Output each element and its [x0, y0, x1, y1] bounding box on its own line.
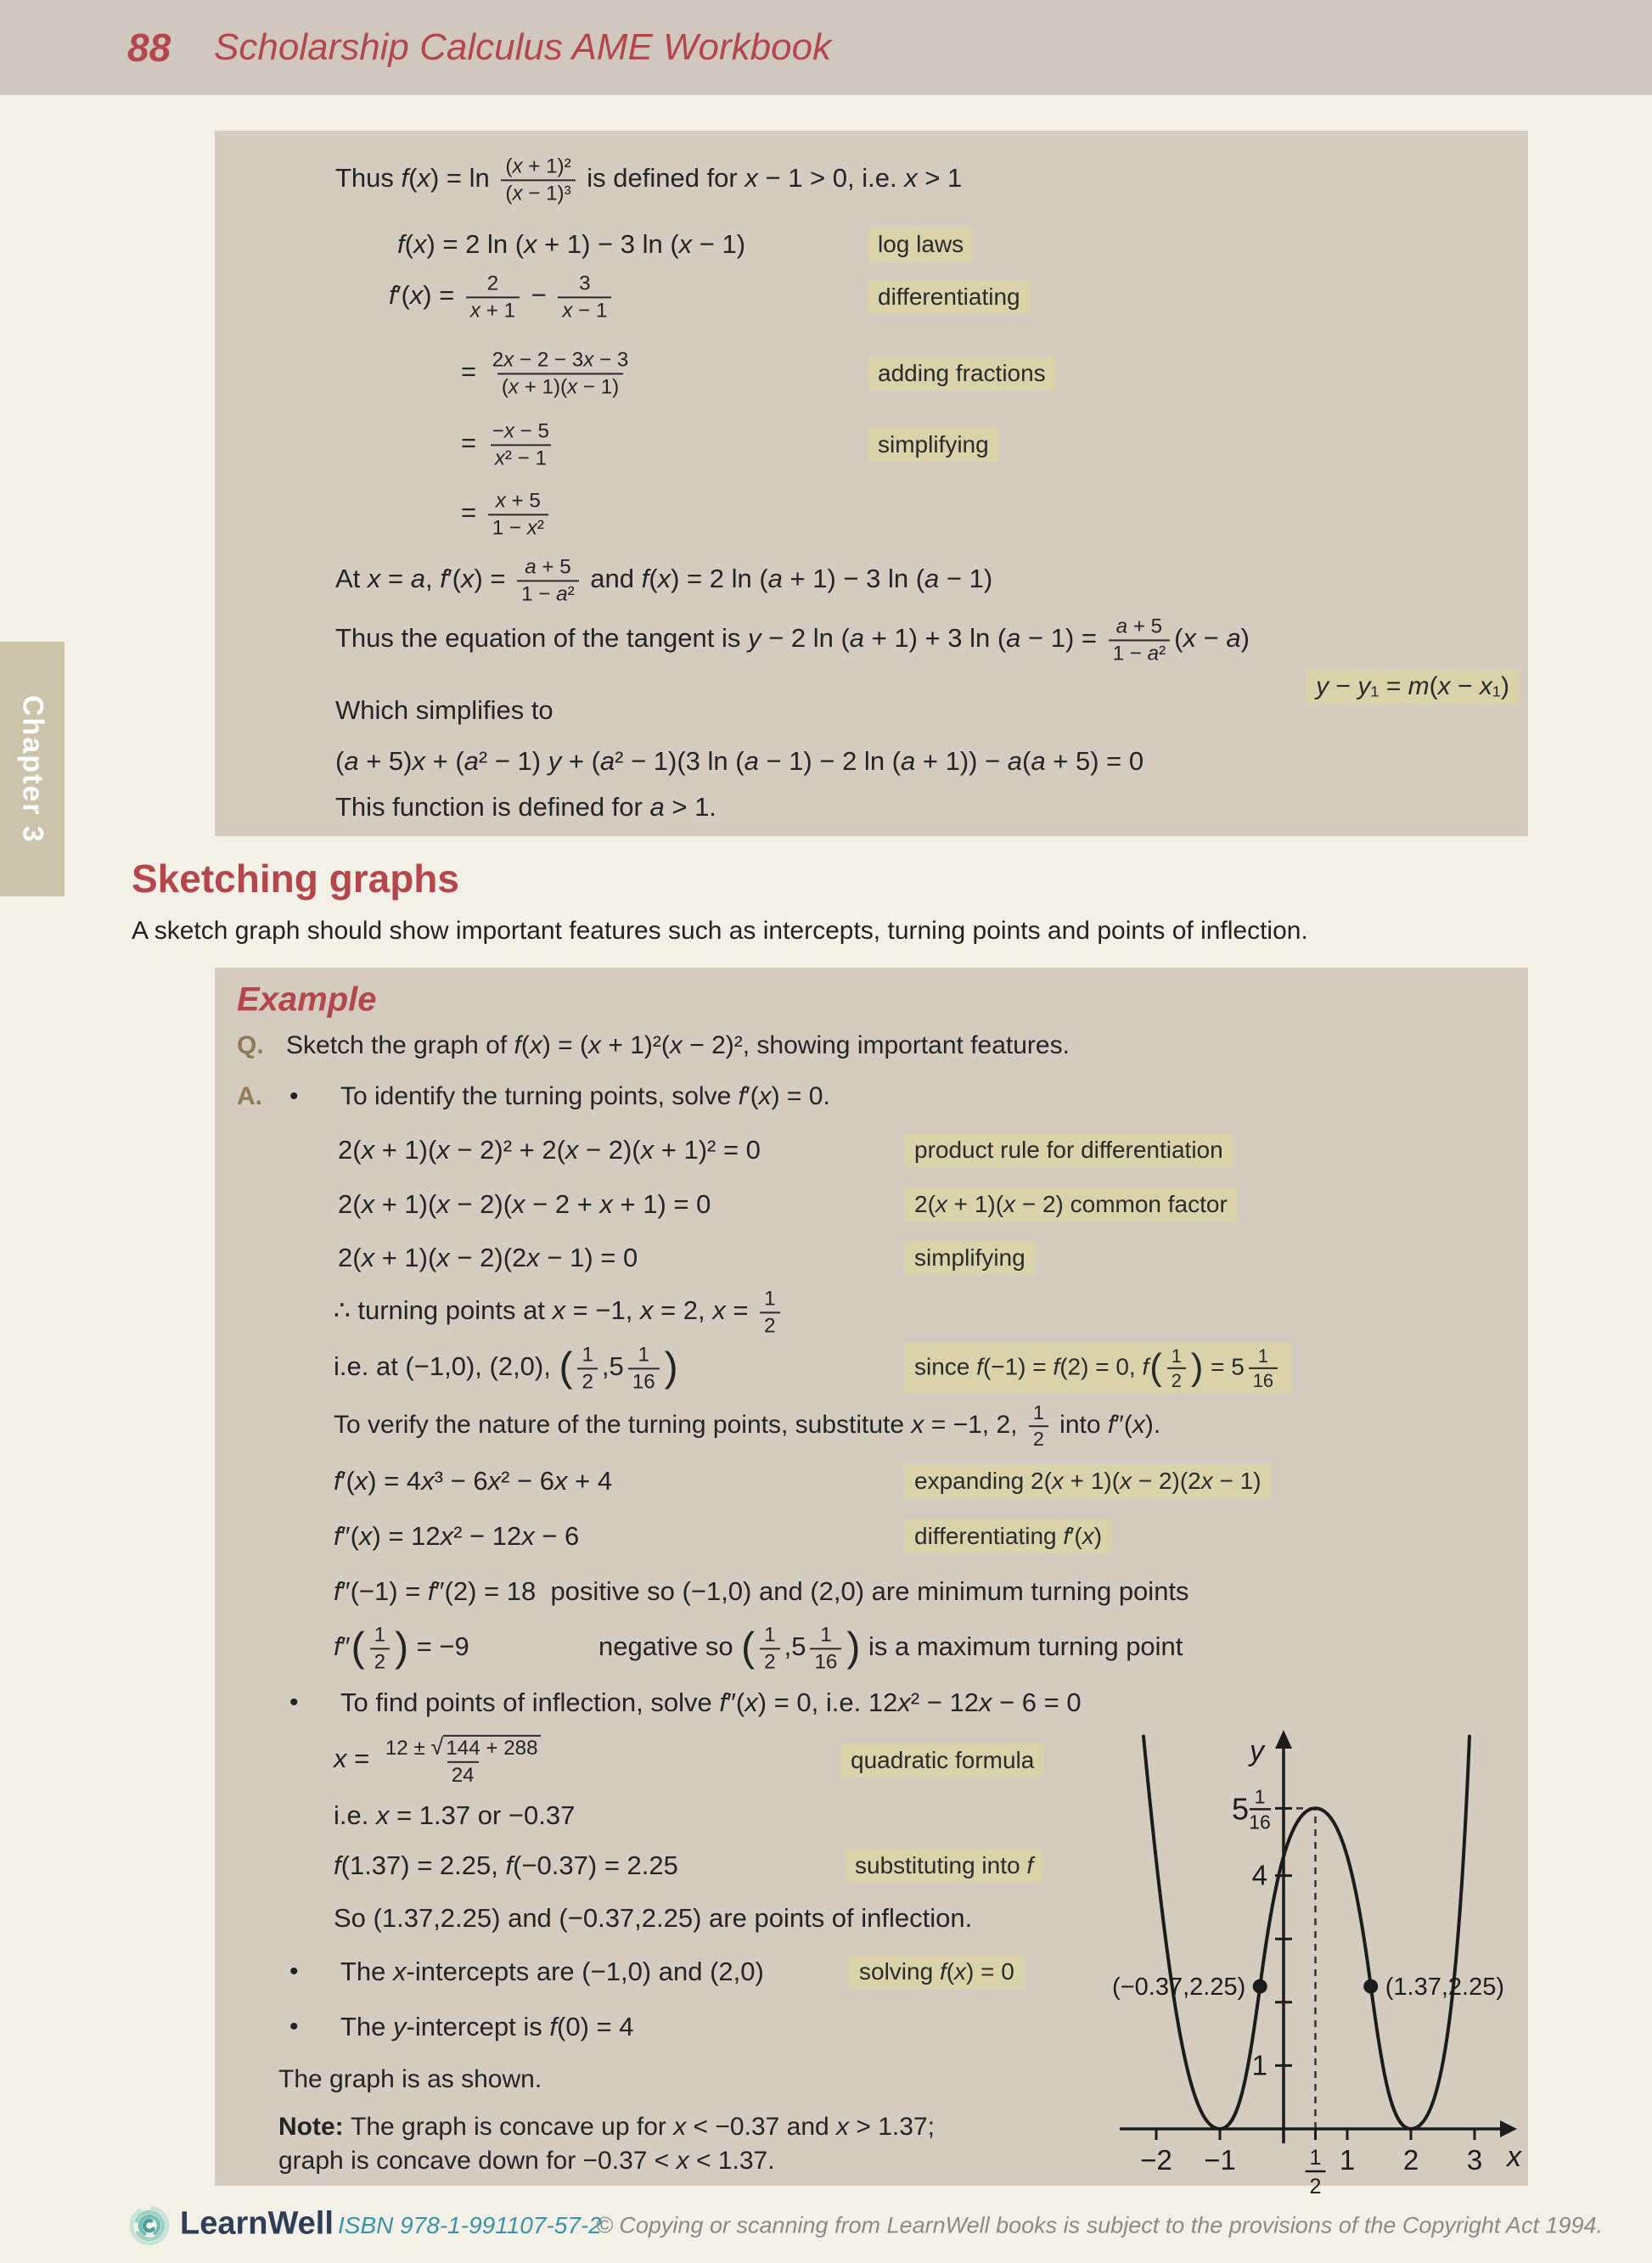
math-line: f″( $\frac{1}{2}$ ) = −9 — [334, 1623, 469, 1673]
bullet-icon: • — [289, 1688, 299, 1716]
concavity-note: graph is concave down for −0.37 < x < 1.37. — [278, 2147, 775, 2175]
annotation-note: 2(x + 1)(x − 2) common factor — [904, 1188, 1238, 1221]
math-line: 2(x + 1)(x − 2)(x − 2 + x + 1) = 0 — [338, 1189, 711, 1219]
answer-label: A. — [237, 1082, 262, 1110]
svg-text:y: y — [1250, 1735, 1264, 1767]
answer-text: To identify the turning points, solve f′(x) = 0. — [340, 1082, 830, 1110]
concavity-note: Note: The graph is concave up for x < −0.37 and x > 1.37; — [278, 2113, 935, 2141]
annotation-note: quadratic formula — [840, 1744, 1044, 1777]
math-line: = $\frac{2x - 2 - 3x - 3}{(x + 1)(x - 1)}$ — [461, 348, 629, 398]
section-heading: Sketching graphs — [132, 856, 459, 901]
point-slope-note: y − y₁ = m(x − x₁) — [1306, 669, 1520, 705]
annotation-note: adding fractions — [868, 357, 1056, 390]
book-title: Scholarship Calculus AME Workbook — [214, 26, 832, 68]
math-line: f″(x) = 12x² − 12x − 6 — [334, 1521, 580, 1551]
math-line: x = $\frac{12 \pm √ 144 + 288}{24}$ — [334, 1735, 549, 1786]
example-box — [215, 968, 1528, 2198]
math-line: So (1.37,2.25) and (−0.37,2.25) are points of inflection. — [334, 1903, 973, 1933]
math-line: The y-intercept is f(0) = 4 — [340, 2012, 634, 2041]
annotation-note: since f(−1) = f(2) = 0, f( $\frac{1}{2}$ ) = 5 $\frac{1}{16}$ — [904, 1343, 1292, 1394]
text-line: To verify the nature of the turning points, substitute x = −1, 2, $\frac{1}{2}$ into f″(x). — [334, 1401, 1161, 1450]
svg-text:4: 4 — [1251, 1859, 1267, 1891]
page-number: 88 — [127, 25, 171, 70]
brand-name: LearnWell — [180, 2205, 334, 2242]
bullet-icon: • — [289, 1082, 299, 1110]
page-footer — [0, 2198, 1652, 2263]
math-line: At x = a, f′(x) = $\frac{a + 5}{\text{1 − a²}}$ and f(x) = 2 ln (a + 1) − 3 ln (a − 1) — [335, 555, 993, 605]
annotation-note: expanding 2(x + 1)(x − 2)(2x − 1) — [904, 1464, 1272, 1498]
question-text: Sketch the graph of f(x) = (x + 1)²(x − 2)², showing important features. — [286, 1031, 1070, 1059]
math-line: Thus the equation of the tangent is y − 2 ln (a + 1) + 3 ln (a − 1) = $\frac{a + 5}{\text{1 − a²}}$ (x − a) — [335, 615, 1250, 665]
svg-text:1: 1 — [1339, 2144, 1356, 2176]
annotation-note: product rule for differentiation — [904, 1133, 1233, 1167]
chapter-tab-label: Chapter 3 — [16, 694, 49, 844]
math-line: 2(x + 1)(x − 2)(2x − 1) = 0 — [338, 1243, 638, 1272]
annotation-note: simplifying — [904, 1241, 1036, 1275]
math-line: f″(−1) = f″(2) = 18 positive so (−1,0) and (2,0) are minimum turning points — [334, 1576, 1189, 1606]
math-line: f′(x) = 4x³ − 6x² − 6x + 4 — [334, 1466, 613, 1496]
svg-text:5: 5 — [1231, 1791, 1249, 1827]
svg-text:x: x — [1507, 2141, 1521, 2173]
math-line: f(x) = 2 ln (x + 1) − 3 ln (x − 1) — [397, 229, 746, 259]
svg-text:1: 1 — [1254, 1785, 1266, 1808]
math-line: 2(x + 1)(x − 2)² + 2(x − 2)(x + 1)² = 0 — [338, 1135, 761, 1165]
text-line: The graph is as shown. — [278, 2065, 542, 2093]
isbn-text: ISBN 978-1-991107-57-2 — [338, 2212, 602, 2238]
annotation-note: log laws — [868, 227, 974, 261]
math-line: The x-intercepts are (−1,0) and (2,0) — [340, 1957, 764, 1986]
svg-text:1: 1 — [1251, 2049, 1267, 2081]
annotation-note: substituting into f — [845, 1849, 1043, 1883]
question-label: Q. — [237, 1031, 264, 1059]
math-line: i.e. x = 1.37 or −0.37 — [334, 1800, 576, 1830]
bullet-icon: • — [289, 2013, 299, 2041]
svg-text:16: 16 — [1249, 1811, 1271, 1833]
svg-text:−2: −2 — [1140, 2144, 1172, 2176]
function-graph — [1081, 1713, 1522, 2198]
annotation-note: differentiating — [868, 280, 1031, 314]
text-line: Which simplifies to — [335, 695, 553, 725]
math-line: = $\frac{-x - 5}{\text{x² − 1}}$ — [461, 419, 549, 469]
annotation-note: simplifying — [868, 428, 999, 462]
graph-svg — [1081, 1713, 1522, 2198]
page-header — [0, 0, 1652, 95]
svg-text:−1: −1 — [1204, 2144, 1236, 2176]
math-line: This function is defined for a > 1. — [335, 792, 716, 822]
example-heading: Example — [237, 980, 377, 1019]
svg-text:3: 3 — [1466, 2144, 1483, 2176]
learnwell-logo-icon — [126, 2202, 173, 2254]
math-line: i.e. at (−1,0), (2,0), ( $\frac{1}{2}$ ,5 $\frac{1}{16}$ ) — [334, 1343, 678, 1393]
section-intro: A sketch graph should show important features such as intercepts, turning points and points of inflection. — [132, 917, 1308, 945]
chapter-tab — [0, 642, 65, 896]
math-line: f′(x) = $\frac{2}{x + 1}$ − $\frac{3}{x - 1}$ — [389, 272, 615, 321]
svg-text:(1.37,2.25): (1.37,2.25) — [1385, 1974, 1505, 2002]
math-line: = $\frac{x + 5}{\text{1 − x²}}$ — [461, 490, 553, 538]
svg-text:1: 1 — [1309, 2146, 1322, 2170]
math-line: f(1.37) = 2.25, f(−0.37) = 2.25 — [334, 1850, 678, 1880]
math-line: ∴ turning points at x = −1, x = 2, x = $\frac{1}{2}$ — [334, 1288, 784, 1336]
annotation-note: differentiating f′(x) — [904, 1519, 1112, 1553]
svg-text:2: 2 — [1402, 2144, 1419, 2176]
copyright-text: © Copying or scanning from LearnWell books is subject to the provisions of the Copyright Act 1994. — [596, 2212, 1604, 2238]
math-line: Thus f(x) = ln $\frac{\text{(x + 1)²}}{\text{(x − 1)³}}$ is defined for x − 1 > 0, i.e. x > 1 — [335, 154, 963, 205]
worked-solution-box — [215, 131, 1528, 836]
bullet-icon: • — [289, 1957, 299, 1985]
math-line: To find points of inflection, solve f″(x) = 0, i.e. 12x² − 12x − 6 = 0 — [340, 1687, 1082, 1717]
svg-text:2: 2 — [1309, 2175, 1322, 2198]
math-line: negative so ( $\frac{1}{2}$ ,5 $\frac{1}{16}$ ) is a maximum turning point — [598, 1623, 1183, 1673]
math-line: (a + 5)x + (a² − 1) y + (a² − 1)(3 ln (a − 1) − 2 ln (a + 1)) − a(a + 5) = 0 — [335, 746, 1144, 776]
annotation-note: solving f(x) = 0 — [849, 1955, 1025, 1989]
svg-text:(−0.37,2.25): (−0.37,2.25) — [1112, 1974, 1246, 2002]
